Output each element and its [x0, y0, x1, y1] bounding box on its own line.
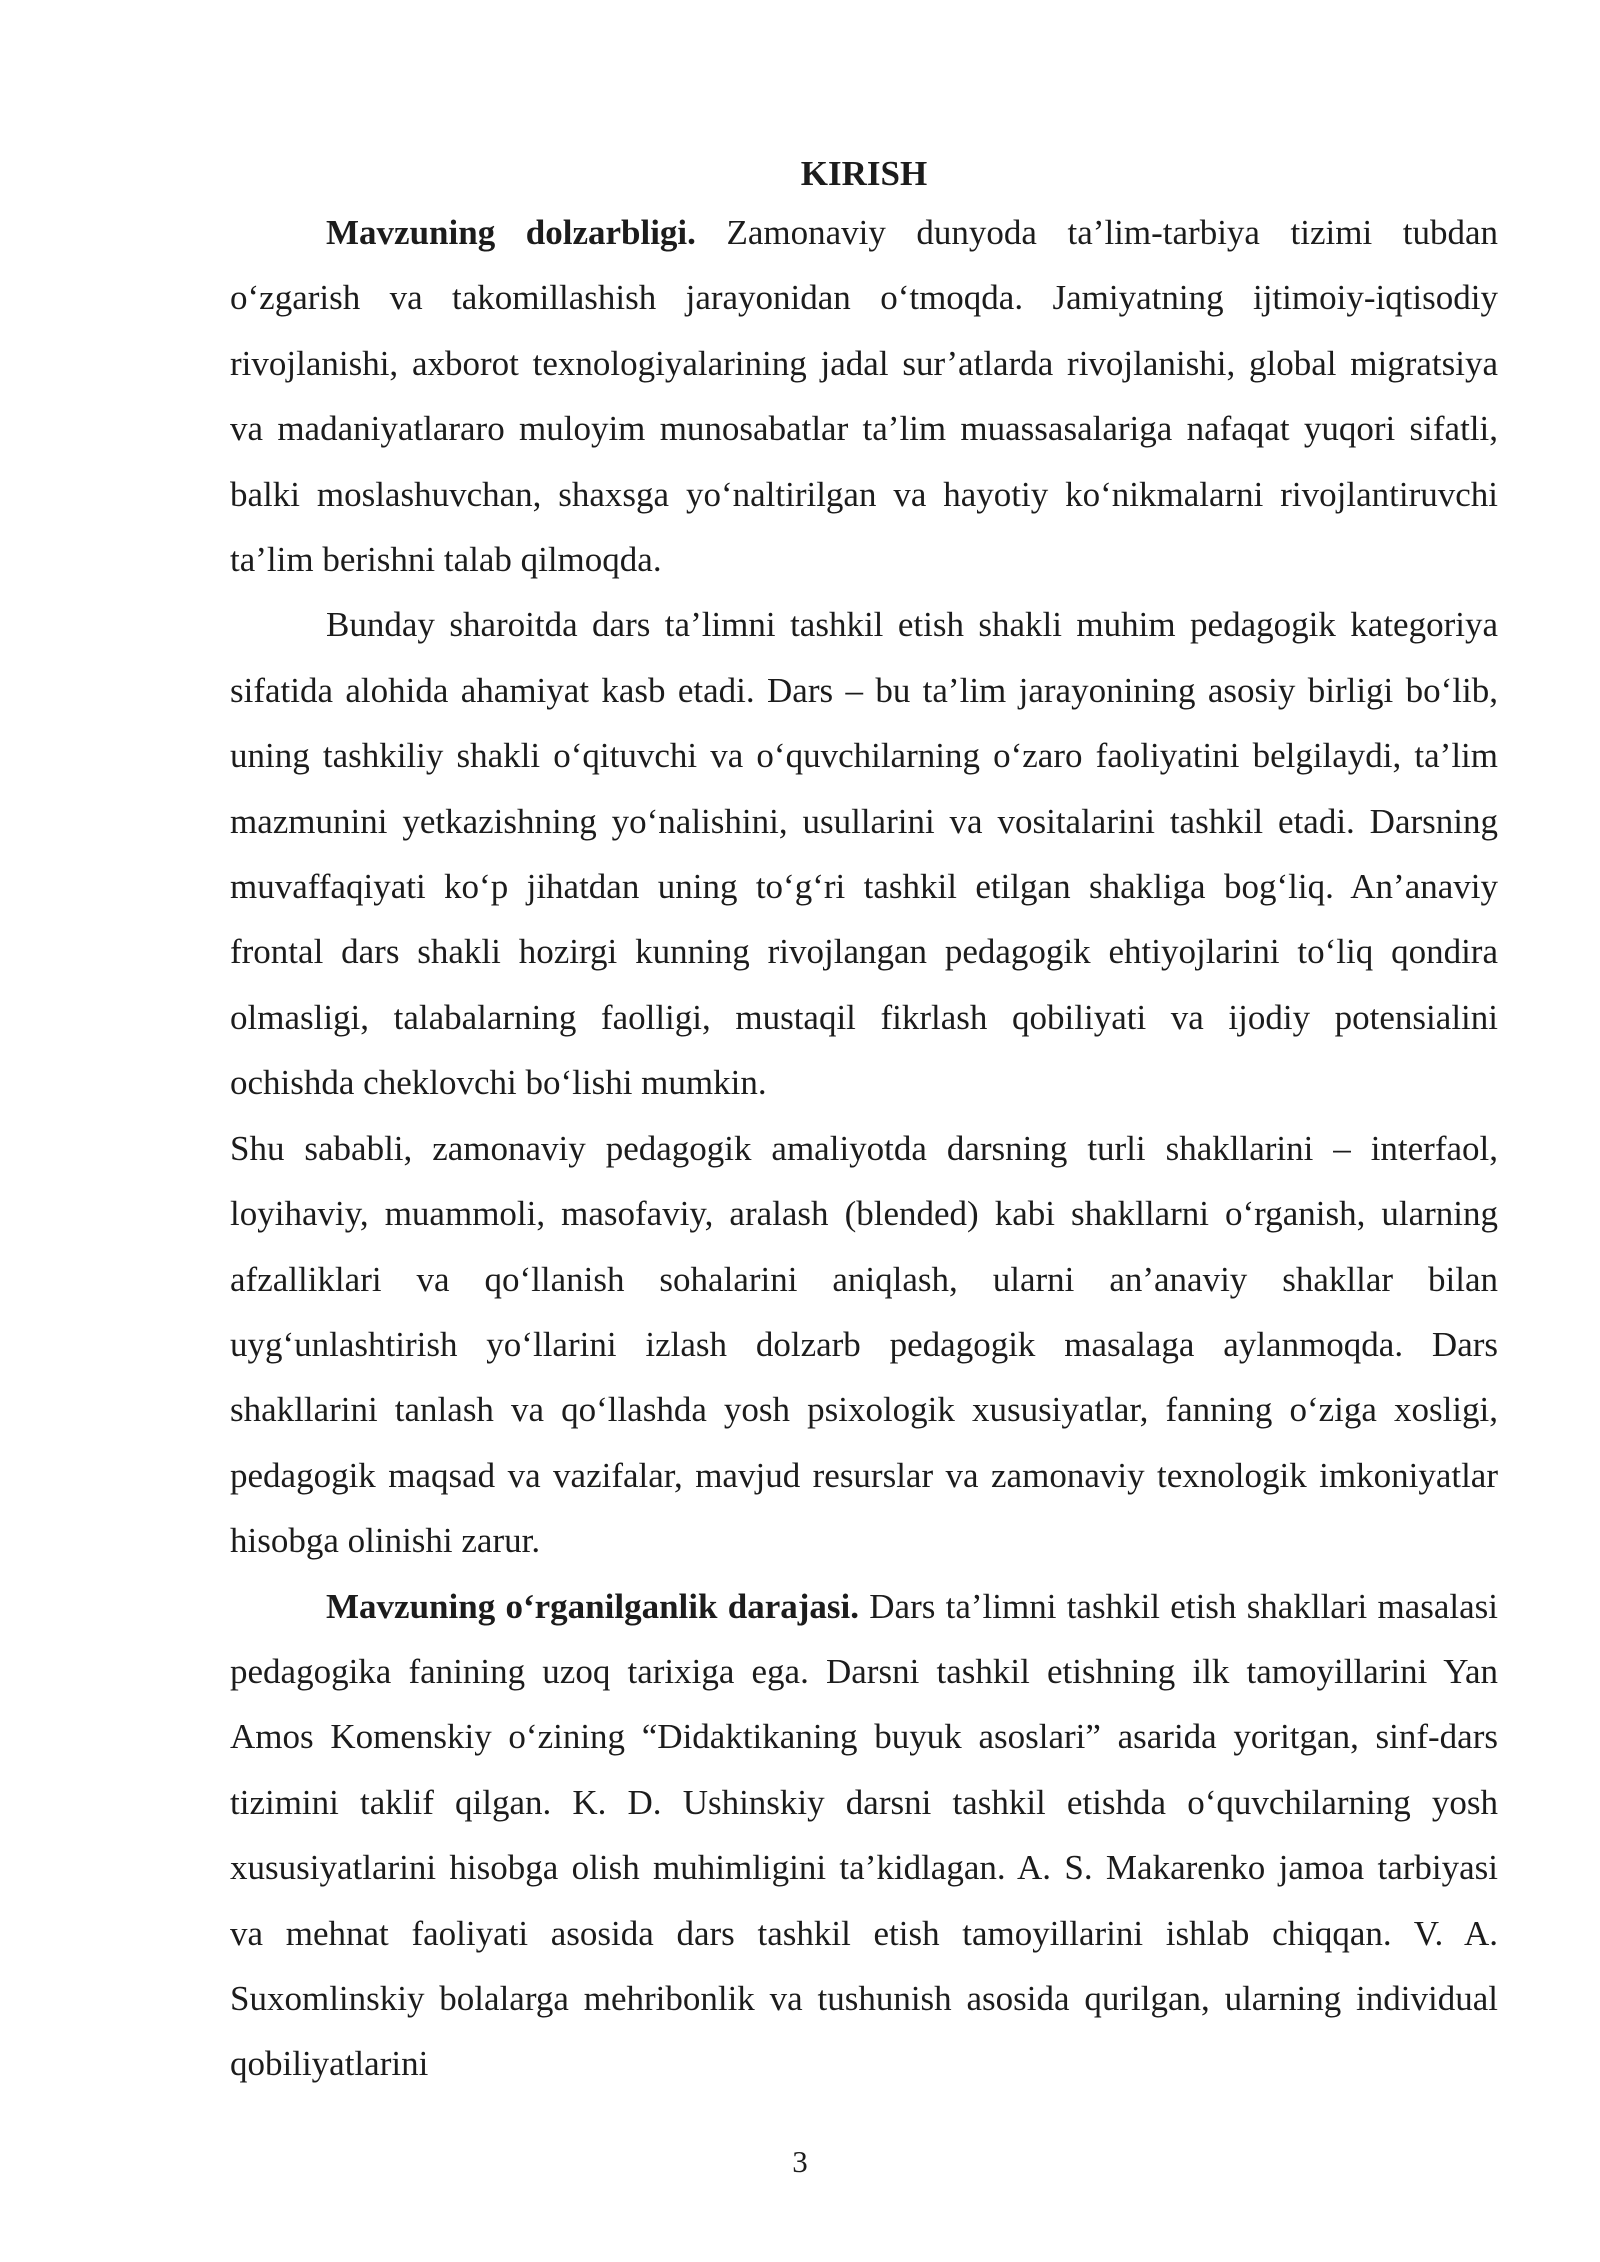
- page-number: 3: [792, 2144, 808, 2179]
- paragraph-relevance: [230, 200, 1498, 592]
- paragraph-study-degree: [230, 1574, 1498, 2097]
- paragraph-lesson-form: [230, 592, 1498, 1115]
- page-content: [230, 148, 1498, 2097]
- paragraph-text-study-degree: Dars ta’limni tashkil etish shakllari masalasi pedagogika fanining uzoq tarixiga ega. Darsni tashkil etishning ilk tamoyillarini Yan Amos Komenskiy o‘zining “Didaktikaning buyuk asoslari” asarida yoritgan, sinf-dars tizimini taklif qilgan. K. D. Ushinskiy darsni tashkil etishda o‘quvchilarning yosh xususiyatlarini hisobga olish muhimligini ta’kidlagan. A. S. Makarenko jamoa tarbiyasi va mehnat faoliyati asosida dars tashkil etish tamoyillarini ishlab chiqqan. V. A. Suxomlinskiy bolalarga mehribonlik va tushunish asosida qurilgan, ularning individual qobiliyatlarini: [230, 1586, 1498, 2084]
- paragraph-lead-relevance: Mavzuning dolzarbligi.: [326, 213, 696, 252]
- paragraph-lead-study-degree: Mavzuning o‘rganilganlik darajasi.: [326, 1586, 859, 1626]
- paragraph-text-modern-forms: Shu sababli, zamonaviy pedagogik amaliyotda darsning turli shakllarini – interfaol, loyihaviy, muammoli, masofaviy, aralash (blended) kabi shakllarni o‘rganish, ularning afzalliklari va qo‘llanish sohalarini aniqlash, ularni an’anaviy shakllar bilan uyg‘unlashtirish yo‘llarini izlash dolzarb pedagogik masalaga aylanmoqda. Dars shakllarini tanlash va qo‘llashda yosh psixologik xususiyatlar, fanning o‘ziga xosligi, pedagogik maqsad va vazifalar, mavjud resurslar va zamonaviy texnologik imkoniyatlar hisobga olinishi zarur.: [230, 1128, 1498, 1561]
- paragraph-text-relevance: Zamonaviy dunyoda ta’lim-tarbiya tizimi tubdan o‘zgarish va takomillashish jarayonidan o‘tmoqda. Jamiyatning ijtimoiy-iqtisodiy rivojlanishi, axborot texnologiyalarining jadal sur’atlarda rivojlanishi, global migratsiya va madaniyatlararo muloyim munosabatlar ta’lim muassasalariga nafaqat yuqori sifatli, balki moslashuvchan, shaxsga yo‘naltirilgan va hayotiy ko‘nikmalarni rivojlantiruvchi ta’lim berishni talab qilmoqda.: [230, 213, 1498, 580]
- page-heading: KIRISH: [800, 154, 928, 193]
- paragraph-text-lesson-form: Bunday sharoitda dars ta’limni tashkil etish shakli muhim pedagogik kategoriya sifatida alohida ahamiyat kasb etadi. Dars – bu ta’lim jarayonining asosiy birligi bo‘lib, uning tashkiliy shakli o‘qituvchi va o‘quvchilarning o‘zaro faoliyatini belgilaydi, ta’lim mazmunini yetkazishning yo‘nalishini, usullarini va vositalarini tashkil etadi. Darsning muvaffaqiyati ko‘p jihatdan uning to‘g‘ri tashkil etilgan shakliga bog‘liq. An’anaviy frontal dars shakli hozirgi kunning rivojlangan pedagogik ehtiyojlarini to‘liq qondira olmasligi, talabalarning faolligi, mustaqil fikrlash qobiliyati va ijodiy potensialini ochishda cheklovchi bo‘lishi mumkin.: [230, 605, 1498, 1103]
- paragraph-modern-forms: [230, 1116, 1498, 1574]
